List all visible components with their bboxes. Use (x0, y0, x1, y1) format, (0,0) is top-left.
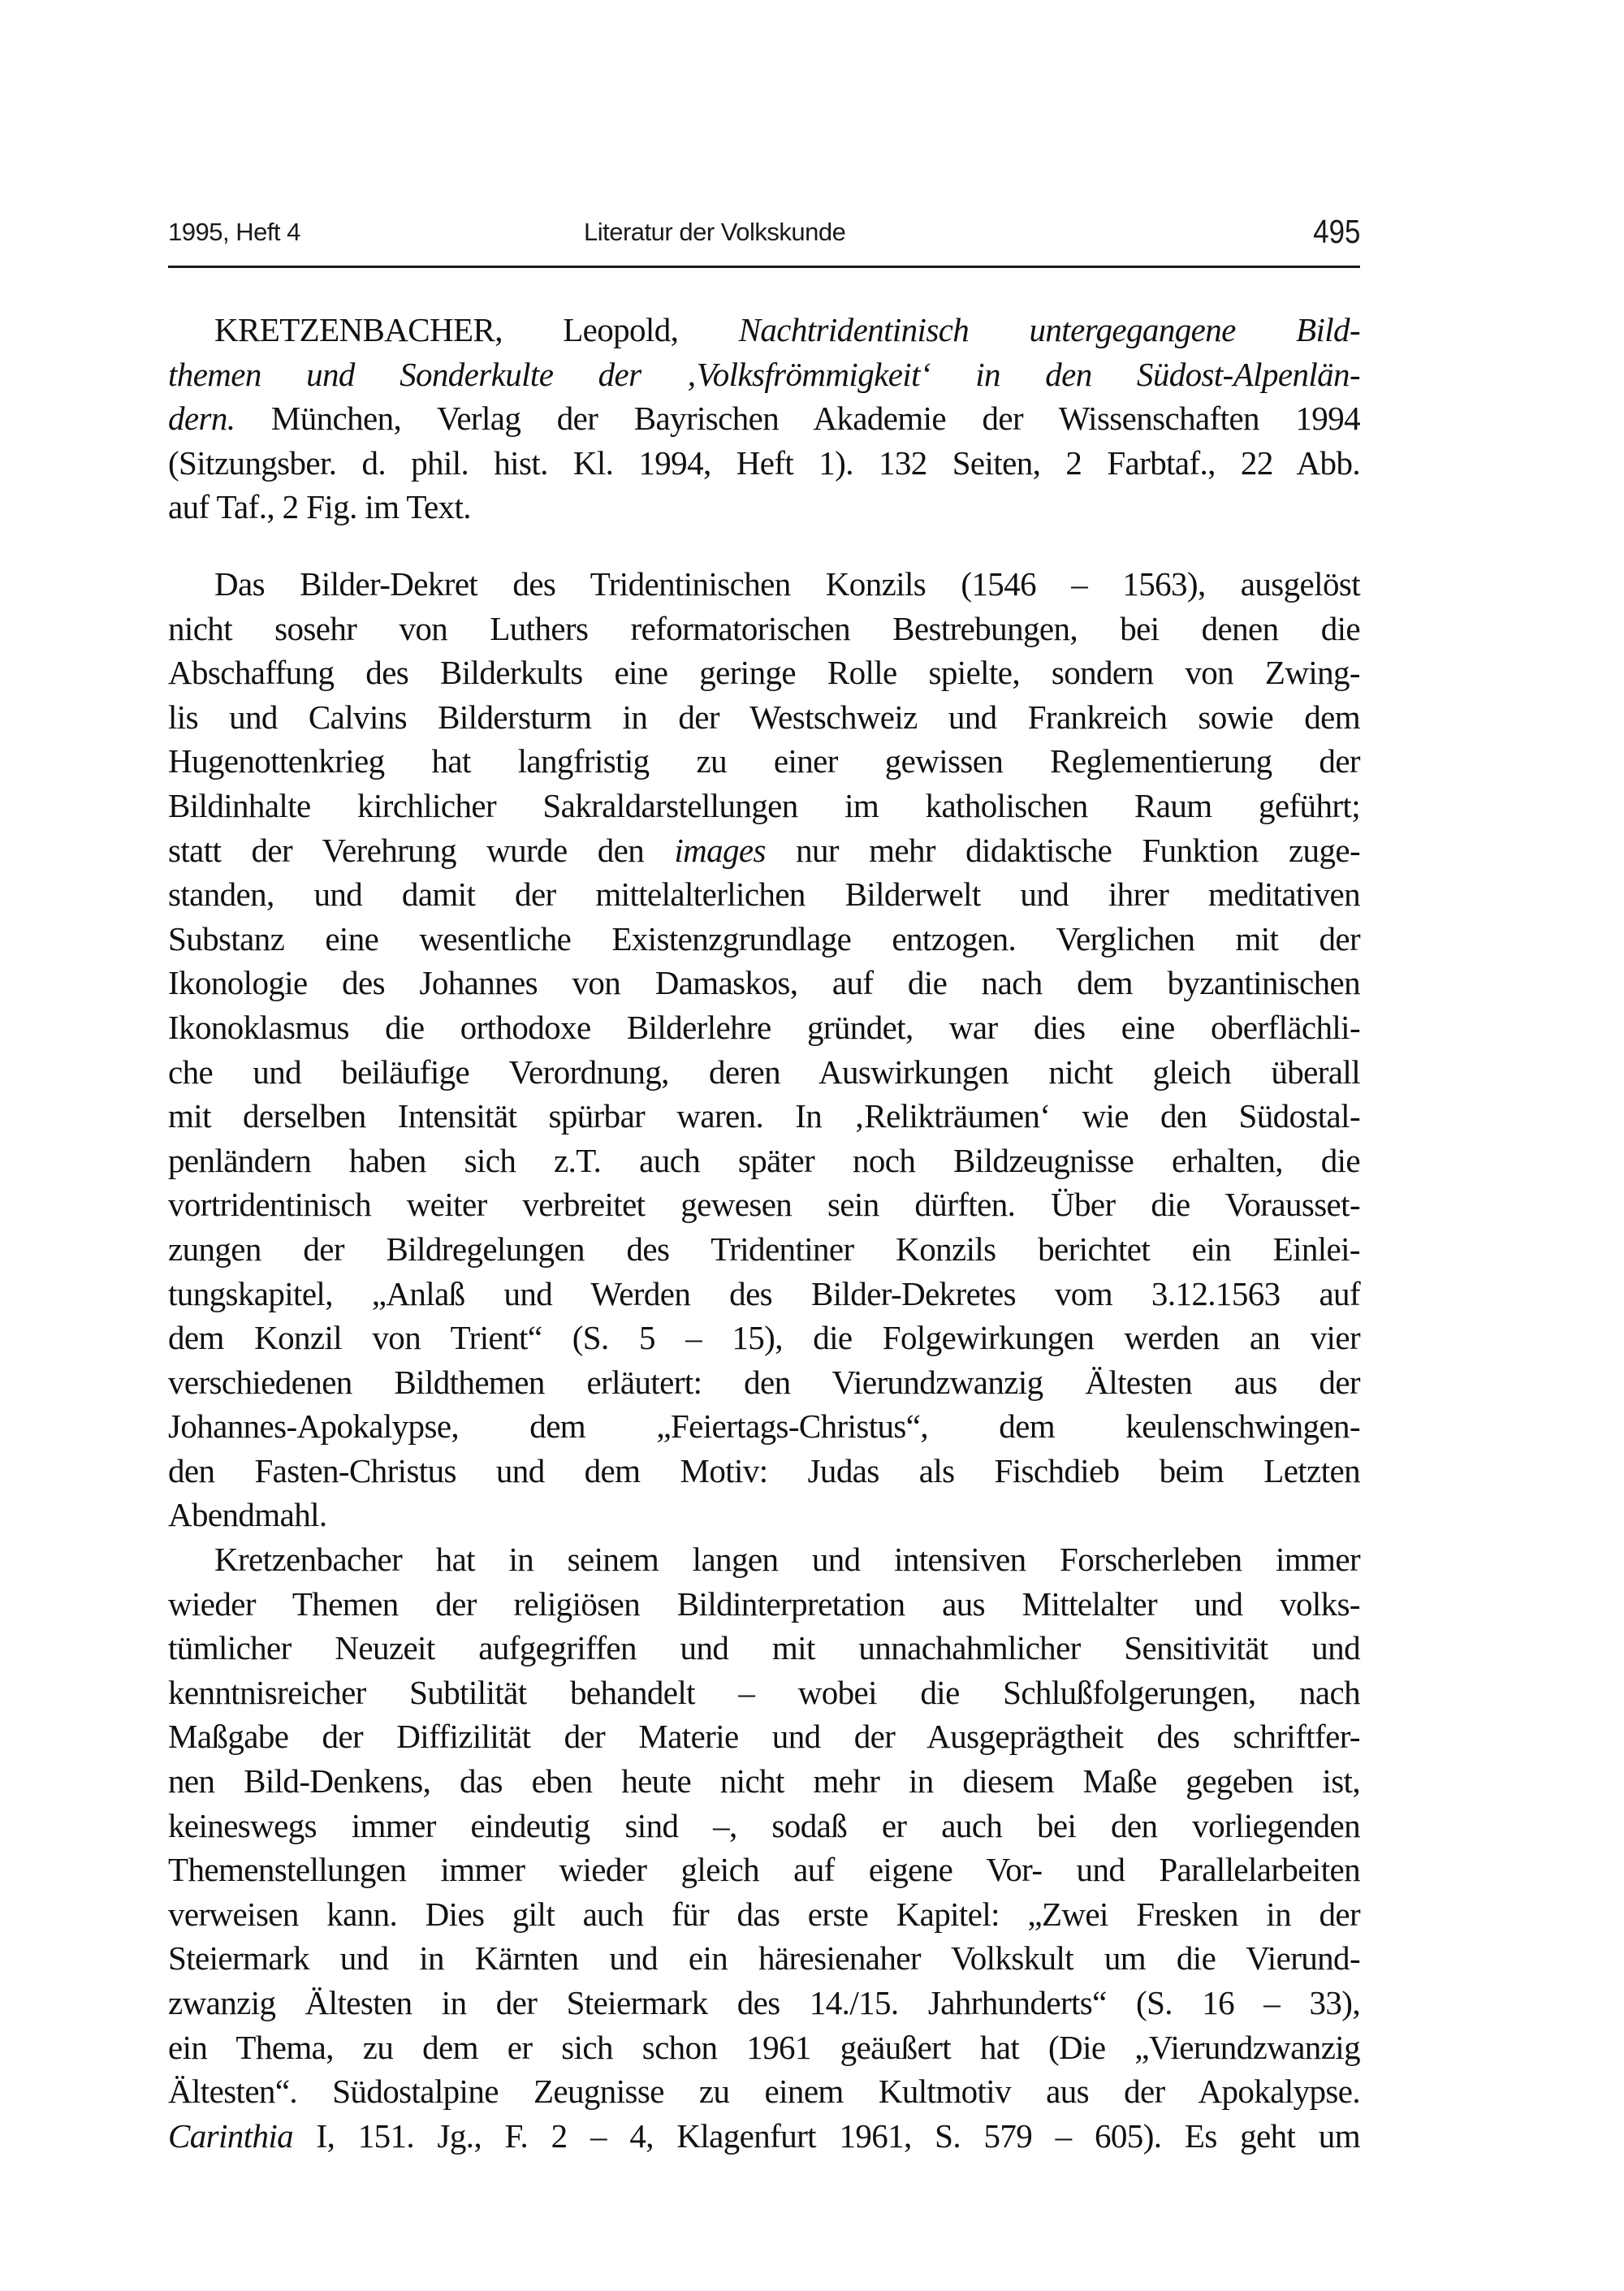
issue-label: 1995, Heft 4 (168, 218, 300, 246)
citation-line (168, 308, 1360, 352)
text-line: nicht sosehr von Luthers reformatorischen Bestrebungen, bei denen die (168, 609, 1360, 647)
text-line: Themenstellungen immer wieder gleich auf eigene Vor- und Parallelarbeiten (168, 1851, 1360, 1889)
paragraph-2 (168, 1537, 1360, 2158)
text-line: Ikonoklasmus die orthodoxe Bilderlehre gründet, war dies eine oberflächli- (168, 1008, 1360, 1046)
bibliographic-citation (168, 308, 1360, 530)
citation-title: dern. (168, 400, 235, 438)
text-line: dem Konzil von Trient“ (S. 5 – 15), die Folgewirkungen werden an vier (168, 1319, 1360, 1357)
text-line: ein Thema, zu dem er sich schon 1961 geäußert hat (Die „Vierundzwanzig (168, 2028, 1360, 2066)
running-head (168, 213, 1360, 253)
text-line: Substanz eine wesentliche Existenzgrundlage entzogen. Verglichen mit der (168, 919, 1360, 957)
text-line: Abschaffung des Bilderkults eine geringe Rolle spielte, sondern von Zwing- (168, 654, 1360, 692)
text-span: I, 151. Jg., F. 2 – 4, Klagenfurt 1961, S. 579 – 605). Es geht um (293, 2116, 1360, 2155)
text-line: wieder Themen der religiösen Bildinterpretation aus Mittelalter und volks- (168, 1584, 1360, 1623)
section-title: Literatur der Volkskunde (584, 218, 846, 246)
header-rule (168, 266, 1360, 268)
text-span: nur mehr didaktische Funktion zuge- (765, 831, 1360, 869)
text-line: vortridentinisch weiter verbreitet gewesen sein dürften. Über die Vorausset- (168, 1186, 1360, 1224)
text-line (168, 828, 1360, 873)
citation-line (168, 352, 1360, 397)
text-line: standen, und damit der mittelalterlichen Bilderwelt und ihrer meditativen (168, 875, 1360, 914)
text-line: penländern haben sich z.T. auch später noch Bildzeugnisse erhalten, die (168, 1141, 1360, 1179)
page-number: 495 (1312, 213, 1360, 250)
text-line: kenntnisreicher Subtilität behandelt – wobei die Schlußfolgerungen, nach (168, 1673, 1360, 1711)
text-line (168, 2114, 1360, 2159)
citation-line: auf Taf., 2 Fig. im Text. (168, 488, 471, 526)
citation-title: Nachtridentinisch untergegangene Bild- (738, 311, 1360, 348)
text-line: den Fasten-Christus und dem Motiv: Judas als Fischdieb beim Letzten (168, 1451, 1360, 1489)
text-line: keineswegs immer eindeutig sind –, sodaß er auch bei den vorliegenden (168, 1806, 1360, 1844)
citation-line: (Sitzungsber. d. phil. hist. Kl. 1994, Heft 1). 132 Seiten, 2 Farbtaf., 22 Abb. (168, 443, 1360, 482)
text-line: che und beiläufige Verordnung, deren Auswirkungen nicht gleich überall (168, 1053, 1360, 1091)
text-line: tungskapitel, „Anlaß und Werden des Bilder-Dekretes vom 3.12.1563 auf (168, 1274, 1360, 1312)
text-line: Bildinhalte kirchlicher Sakraldarstellungen im katholischen Raum geführt; (168, 786, 1360, 824)
paragraph-1 (168, 562, 1360, 1537)
italic-journal-title: Carinthia (168, 2116, 294, 2155)
text-line: zwanzig Ältesten in der Steiermark des 14./15. Jahrhunderts“ (S. 16 – 33), (168, 1984, 1360, 2021)
text-line: Ältesten“. Südostalpine Zeugnisse zu einem Kultmotiv aus der Apokalypse. (168, 2073, 1360, 2111)
text-line: nen Bild-Denkens, das eben heute nicht mehr in diesem Maße gegeben ist, (168, 1762, 1360, 1800)
italic-term: images (674, 831, 766, 869)
text-line: Abendmahl. (168, 1496, 327, 1534)
text-line: Das Bilder-Dekret des Tridentinischen Konzils (1546 – 1563), ausgelöst (214, 565, 1360, 603)
text-line: Steiermark und in Kärnten und ein häresienaher Volkskult um die Vierund- (168, 1939, 1360, 1978)
text-line: Hugenottenkrieg hat langfristig zu einer gewissen Reglementierung der (168, 742, 1360, 780)
text-line: Johannes-Apokalypse, dem „Feiertags-Christus“, dem keulenschwingen- (168, 1407, 1360, 1446)
text-span: statt der Verehrung wurde den (168, 831, 675, 869)
citation-line (168, 396, 1360, 441)
text-line: verweisen kann. Dies gilt auch für das erste Kapitel: „Zwei Fresken in der (168, 1895, 1360, 1933)
text-line: Ikonologie des Johannes von Damaskos, auf die nach dem byzantinischen (168, 964, 1360, 1002)
text-line: lis und Calvins Bildersturm in der Westschweiz und Frankreich sowie dem (168, 698, 1360, 736)
citation-publisher: München, Verlag der Bayrischen Akademie der Wissenschaften 1994 (235, 400, 1360, 438)
citation-author: KRETZENBACHER, Leopold, (214, 311, 679, 348)
review-body (168, 562, 1360, 2158)
text-line: zungen der Bildregelungen des Tridentiner Konzils berichtet ein Einlei- (168, 1230, 1360, 1268)
text-line: Kretzenbacher hat in seinem langen und intensiven Forscherleben immer (214, 1541, 1360, 1579)
text-line: Maßgabe der Diffizilität der Materie und der Ausgeprägtheit des schriftfer- (168, 1718, 1360, 1756)
citation-title: themen und Sonderkulte der ‚Volksfrömmigkeit‘ in den Südost-Alpenlän- (168, 355, 1360, 393)
text-line: mit derselben Intensität spürbar waren. In ‚Relikträumen‘ wie den Südostal- (168, 1097, 1360, 1135)
text-line: tümlicher Neuzeit aufgegriffen und mit unnachahmlicher Sensitivität und (168, 1629, 1360, 1667)
text-line: verschiedenen Bildthemen erläutert: den Vierundzwanzig Ältesten aus der (168, 1363, 1360, 1401)
